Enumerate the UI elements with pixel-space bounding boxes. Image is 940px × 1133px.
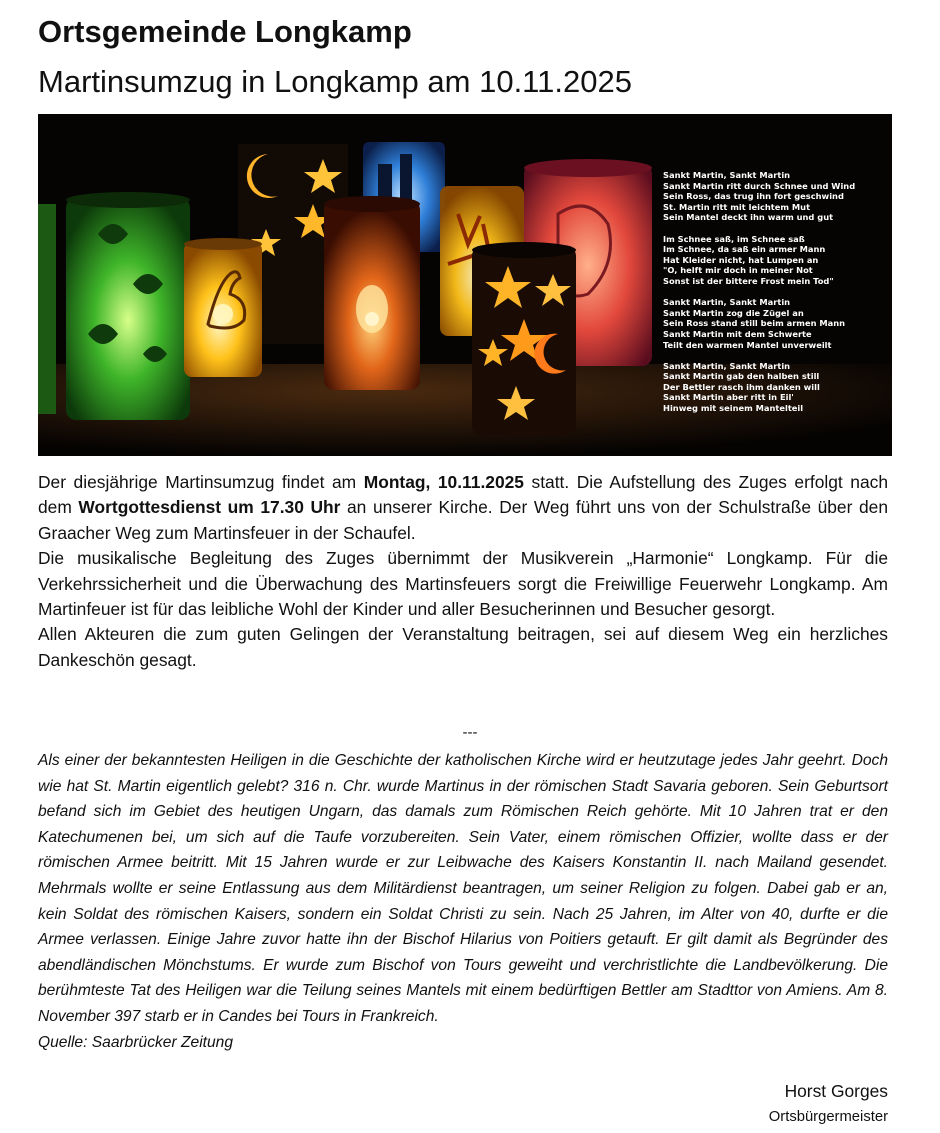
intro-paragraph-3: Allen Akteuren die zum guten Gelingen der Veranstaltung beitragen, sei auf diesem Weg ein herzliches Dankeschön gesagt.	[38, 624, 888, 670]
martin-poem	[663, 170, 888, 424]
poem-line: Im Schnee saß, im Schnee saß	[663, 233, 805, 244]
poem-line: Der Bettler rasch ihm danken will	[663, 381, 820, 392]
separator: ---	[462, 724, 478, 741]
lanterns-photo	[38, 114, 892, 456]
poem-line: St. Martin ritt mit leichtem Mut	[663, 201, 811, 212]
poem-stanza	[663, 234, 888, 287]
intro-text	[38, 470, 888, 673]
signature-role: Ortsbürgermeister	[768, 1109, 888, 1125]
poem-line: Sankt Martin ritt durch Schnee und Wind	[663, 180, 856, 191]
service-time: Wortgottesdienst um 17.30 Uhr	[78, 497, 341, 518]
intro-paragraph-1	[38, 470, 888, 546]
poem-line: "O, helft mir doch in meiner Not	[663, 265, 813, 276]
poem-line: Sein Mantel deckt ihn warm und gut	[663, 212, 834, 223]
intro-text-segment: an unserer Kirche. Der Weg führt uns von der Schulstraße über den Graacher Weg zum Martinsfeuer in der Schaufel.	[38, 497, 889, 543]
poem-line: Sein Ross, das trug ihn fort geschwind	[663, 191, 844, 202]
source-note: Quelle: Saarbrücker Zeitung	[38, 1033, 234, 1051]
poem-line: Sonst ist der bittere Frost mein Tod"	[663, 275, 834, 286]
poem-line: Sankt Martin zog die Zügel an	[663, 307, 804, 318]
page-title: Ortsgemeinde Longkamp	[38, 14, 412, 49]
poem-line: Sankt Martin, Sankt Martin	[663, 170, 791, 180]
poem-line: Im Schnee, da saß ein armer Mann	[663, 244, 826, 255]
intro-text-segment: Der diesjährige Martinsumzug findet am	[38, 472, 364, 492]
poem-stanza	[663, 361, 888, 414]
poem-line: Hat Kleider nicht, hat Lumpen an	[663, 254, 819, 265]
poem-line: Teilt den warmen Mantel unverweilt	[663, 339, 832, 350]
poem-line: Sankt Martin, Sankt Martin	[663, 360, 791, 371]
page-subtitle: Martinsumzug in Longkamp am 10.11.2025	[38, 64, 632, 99]
history-paragraph: Als einer der bekanntesten Heiligen in die Geschichte der katholischen Kirche wird er heutzutage jedes Jahr geehrt. Doch wie hat St. Martin eigentlich gelebt? 316 n. Chr. wurde Martinus in der römischen Stadt Savaria geboren. Sein Geburtsort befand sich im Gebiet des heutigen Ungarn, das damals zum Römischen Reich gehörte. Mit 10 Jahren trat er den Katechumenen bei, um sich auf die Taufe vorzubereiten. Sein Vater, einem römischen Offizier, wollte dass er der römischen Armee beitritt. Mit 15 Jahren wurde er zur Leibwache des Kaisers Konstantin II. nach Mailand gesendet. Mehrmals wollte er seine Entlassung aus dem Militärdienst beantragen, um seiner Religion zu folgen. Dabei gab er an, kein Soldat des römischen Kaisers, sondern ein Soldat Christi zu sein. Nach 25 Jahren, im Alter von 40, durfte er die Armee verlassen. Einige Jahre zuvor hatte ihn der Bischof Hilarius von Poitiers getauft. Er gilt damit als Begründer des abendländischen Mönchstums. Er wurde zum Bischof von Tours geweiht und verchristlichte die Landbevölkerung. Die berühmteste Tat des Heiligen war die Teilung seines Mantels mit einem bedürftigen Bettler am Stadttor von Amiens. Am 8. November 397 starb er in Candes bei Tours in Frankreich.	[38, 752, 888, 1025]
poem-line: Sankt Martin mit dem Schwerte	[663, 328, 812, 339]
event-date: Montag, 10.11.2025	[363, 472, 524, 492]
poem-stanza	[663, 170, 888, 223]
poem-line: Sein Ross stand still beim armen Mann	[663, 318, 846, 329]
intro-paragraph-2: Die musikalische Begleitung des Zuges übernimmt der Musikverein „Harmonie“ Longkamp. Für die Verkehrssicherheit und die Überwachung des Martinsfeuers sorgt die Freiwillige Feuerwehr Longkamp. Am Martinfeuer ist für das leibliche Wohl der Kinder und aller Besucherinnen und Besucher gesorgt.	[38, 548, 888, 620]
poem-line: Hinweg mit seinem Mantelteil	[663, 403, 804, 414]
poem-line: Sankt Martin gab den halben still	[663, 371, 820, 382]
signature-name: Horst Gorges	[784, 1081, 888, 1101]
poem-line: Sankt Martin aber ritt in Eil'	[663, 392, 794, 403]
poem-line: Sankt Martin, Sankt Martin	[663, 297, 791, 308]
intro-text-segment: statt. Die Aufstellung des Zuges erfolgt nach dem	[38, 472, 888, 518]
history-section	[38, 748, 888, 1055]
poem-stanza	[663, 297, 888, 350]
